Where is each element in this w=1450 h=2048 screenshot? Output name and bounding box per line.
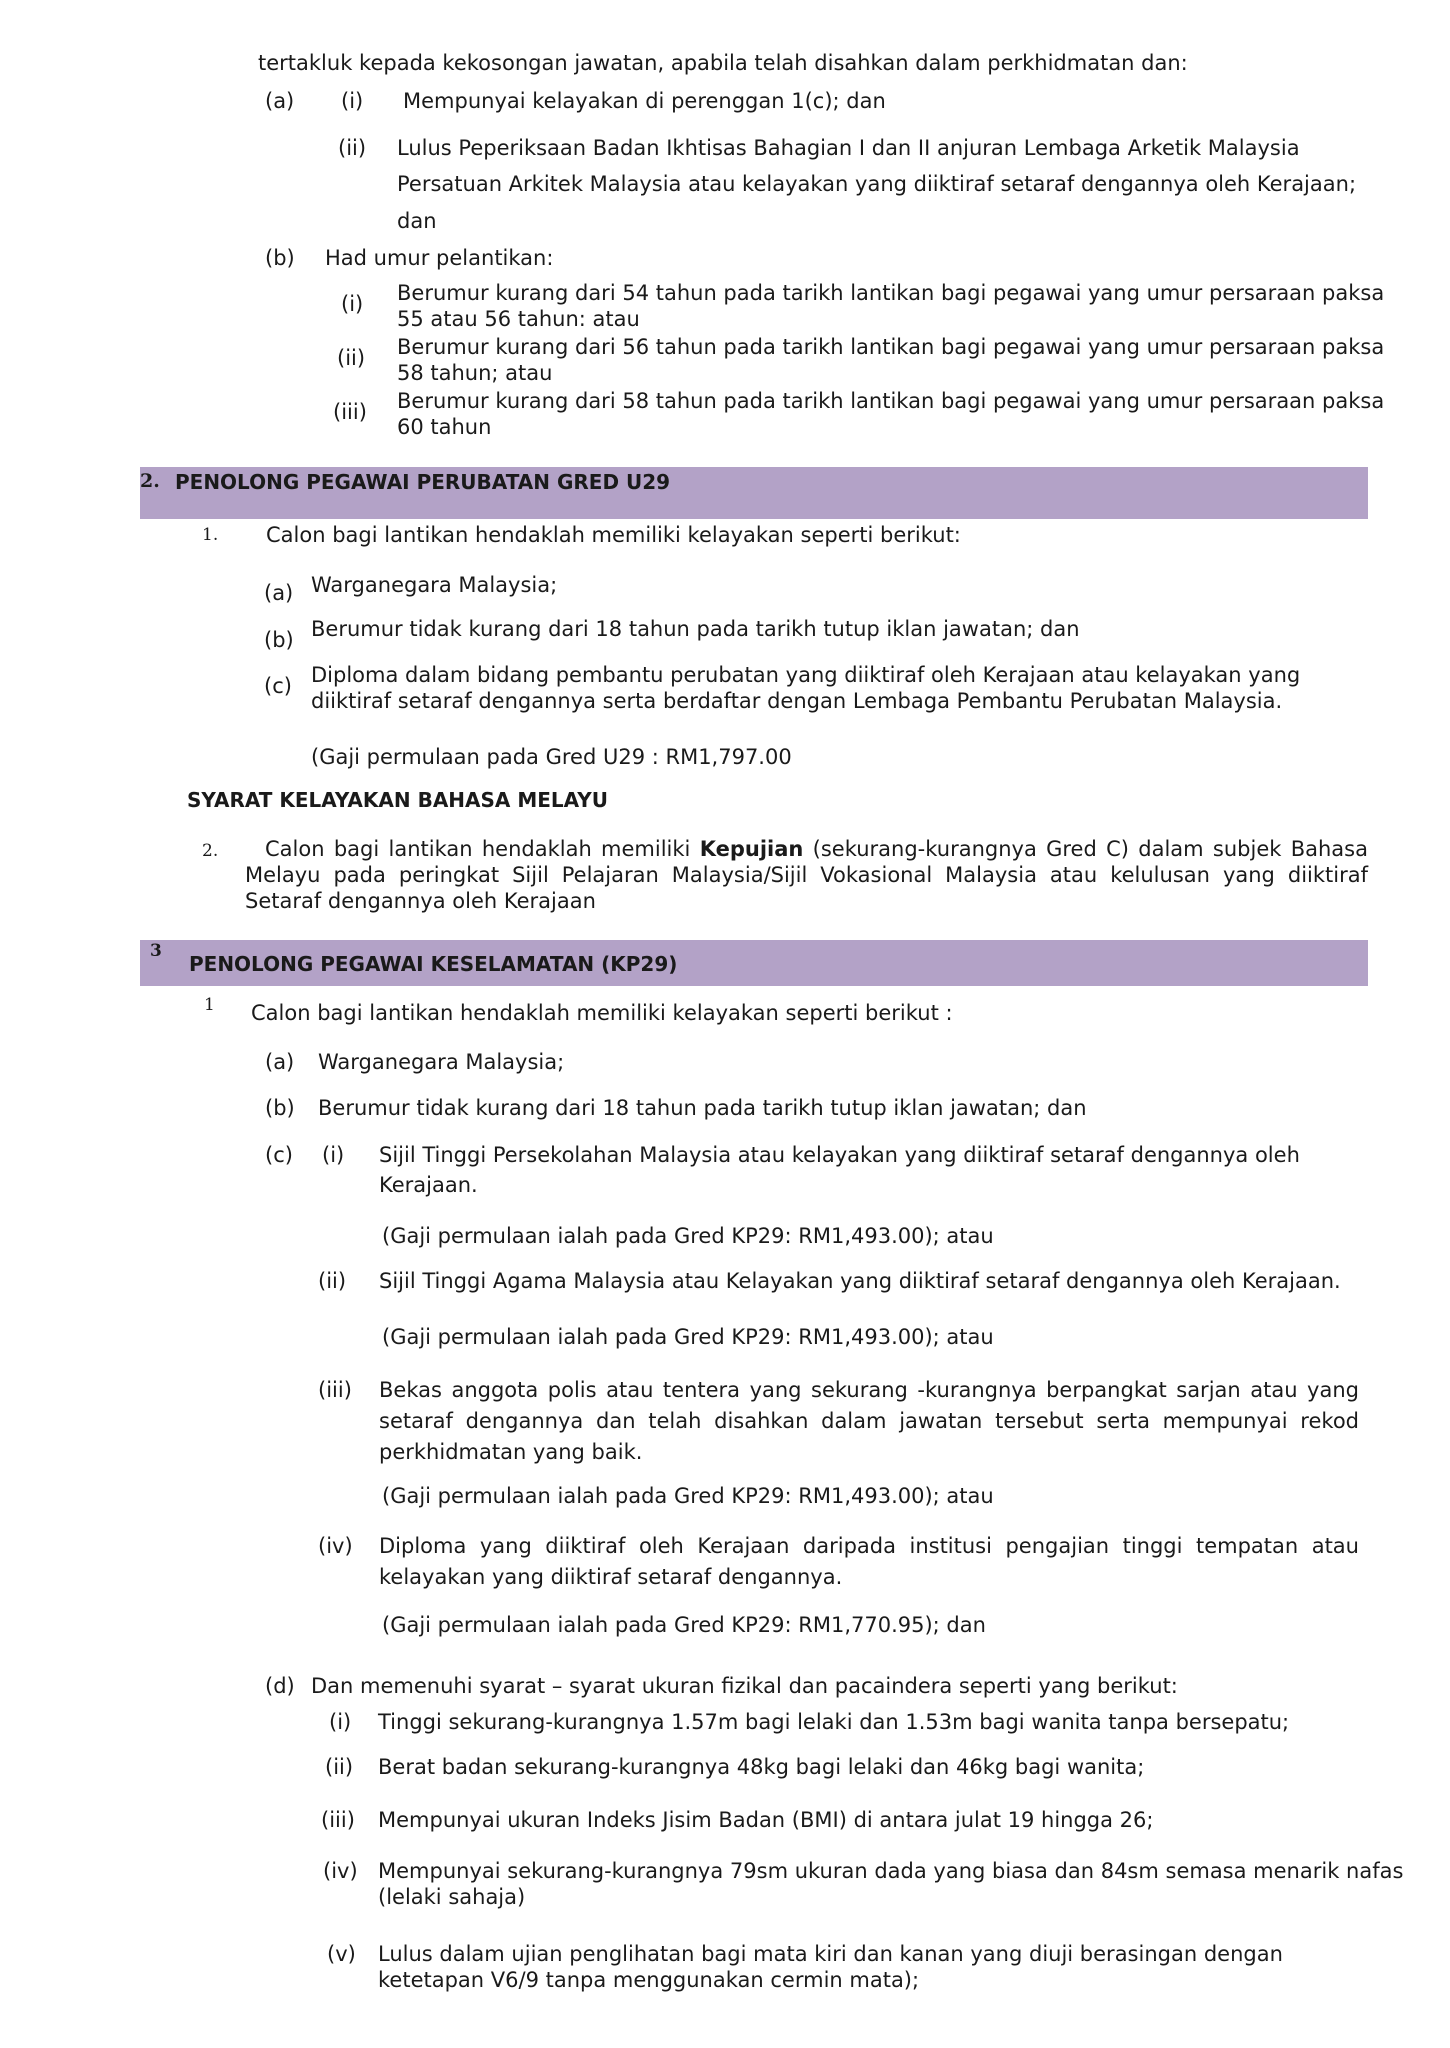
age-item-line1: Berumur kurang dari 54 tahun pada tarikh lantikan bagi pegawai yang umur persaraan paksa [397, 281, 1385, 305]
section-2-number: 2. [140, 470, 160, 492]
section-3-number: 3 [150, 941, 162, 961]
age-item-label: (ii) [337, 346, 366, 370]
s3-d-iv-line1: Mempunyai sekurang-kurangnya 79sm ukuran dada yang biasa dan 84sm semasa menarik nafas [378, 1859, 1404, 1883]
section-3-title: PENOLONG PEGAWAI KESELAMATAN (KP29) [189, 952, 678, 976]
s2-para1-number: 1. [202, 525, 219, 545]
s3-c-iv-salary: (Gaji permulaan ialah pada Gred KP29: RM1,770.95); dan [382, 1613, 986, 1637]
s3-d-ii-text: Berat badan sekurang-kurangnya 48kg bagi lelaki dan 46kg bagi wanita; [378, 1755, 1145, 1779]
s3-d-v-line1: Lulus dalam ujian penglihatan bagi mata kiri dan kanan yang diuji berasingan dengan [378, 1942, 1283, 1966]
s2-item-c-line1: Diploma dalam bidang pembantu perubatan yang diiktiraf oleh Kerajaan atau kelayakan yang [311, 663, 1301, 687]
s2-para2-number: 2. [202, 841, 219, 861]
s3-c-iv-text: Diploma yang diiktiraf oleh Kerajaan daripada institusi pengajian tinggi tempatan atau kelayakan yang diiktiraf setaraf dengannya. [379, 1534, 1359, 1589]
s3-c-iv-label: (iv) [318, 1534, 353, 1558]
s3-c-ii-salary: (Gaji permulaan ialah pada Gred KP29: RM1,493.00); atau [382, 1325, 994, 1349]
age-item-line1: Berumur kurang dari 56 tahun pada tarikh lantikan bagi pegawai yang umur persaraan paksa [397, 335, 1385, 359]
age-item-line2: 55 atau 56 tahun: atau [397, 307, 640, 331]
s2-salary-note: (Gaji permulaan pada Gred U29 : RM1,797.00 [311, 745, 792, 769]
item-label-a-ii: (ii) [338, 136, 367, 160]
s3-item-label-d: (d) [265, 1674, 295, 1698]
s3-c-ii-text: Sijil Tinggi Agama Malaysia atau Kelayakan yang diiktiraf setaraf dengannya oleh Kerajaan. [379, 1269, 1341, 1293]
item-label-a: (a) [265, 89, 295, 113]
s3-d-i-text: Tinggi sekurang-kurangnya 1.57m bagi lelaki dan 1.53m bagi wanita tanpa bersepatu; [378, 1710, 1290, 1734]
age-item-label: (iii) [333, 400, 367, 424]
s2-item-label-b: (b) [264, 628, 294, 652]
s2-para2-text: Calon bagi lantikan hendaklah memiliki Kepujian (sekurang-kurangnya Gred C) dalam subjek Bahasa Melayu pada peringkat Sijil Pelajaran Malaysia/Sijil Vokasional Malaysia atau kelulusan yang diiktiraf Setaraf dengannya oleh Kerajaan [245, 837, 1368, 913]
s2-item-c-line2: diiktiraf setaraf dengannya serta berdaftar dengan Lembaga Pembantu Perubatan Malaysia. [311, 689, 1283, 713]
s3-c-i-salary: (Gaji permulaan ialah pada Gred KP29: RM1,493.00); atau [382, 1224, 994, 1248]
item-label-a-i: (i) [341, 89, 364, 113]
item-a-ii-line3: dan [397, 209, 437, 233]
s3-para1-number: 1 [204, 995, 215, 1015]
s3-item-a-text: Warganegara Malaysia; [318, 1050, 565, 1074]
s3-d-iii-text: Mempunyai ukuran Indeks Jisim Badan (BMI) di antara julat 19 hingga 26; [378, 1808, 1154, 1832]
s3-item-label-a: (a) [265, 1050, 295, 1074]
item-b-text: Had umur pelantikan: [325, 246, 554, 270]
age-item-label: (i) [341, 292, 364, 316]
s2-para1-text: Calon bagi lantikan hendaklah memiliki kelayakan seperti berikut: [266, 523, 961, 547]
age-item-line1: Berumur kurang dari 58 tahun pada tarikh lantikan bagi pegawai yang umur persaraan paksa [397, 389, 1385, 413]
s3-item-label-b: (b) [265, 1096, 295, 1120]
section-2-title: PENOLONG PEGAWAI PERUBATAN GRED U29 [175, 470, 671, 494]
s3-para1-text: Calon bagi lantikan hendaklah memiliki kelayakan seperti berikut : [251, 1001, 953, 1025]
s2-item-b-text: Berumur tidak kurang dari 18 tahun pada tarikh tutup iklan jawatan; dan [311, 617, 1080, 641]
s3-c-iii-text: Bekas anggota polis atau tentera yang sekurang -kurangnya berpangkat sarjan atau yang setaraf dengannya dan telah disahkan dalam jawatan tersebut serta mempunyai rekod perkhidmatan yang baik. [379, 1378, 1359, 1464]
s3-c-i-label: (i) [322, 1143, 345, 1167]
s3-d-i-label: (i) [329, 1710, 352, 1734]
bm-requirement-heading: SYARAT KELAYAKAN BAHASA MELAYU [187, 788, 608, 812]
item-a-ii-line1: Lulus Peperiksaan Badan Ikhtisas Bahagian I dan II anjuran Lembaga Arketik Malaysia [397, 136, 1300, 160]
s3-c-i-text: Sijil Tinggi Persekolahan Malaysia atau kelayakan yang diiktiraf setaraf dengannya oleh Kerajaan. [379, 1143, 1300, 1197]
intro-text: tertakluk kepada kekosongan jawatan, apabila telah disahkan dalam perkhidmatan dan: [258, 51, 1188, 75]
kepujian-emphasis: Kepujian [699, 837, 804, 861]
s3-d-v-line2: ketetapan V6/9 tanpa menggunakan cermin mata); [378, 1968, 920, 1992]
item-a-ii-line2: Persatuan Arkitek Malaysia atau kelayakan yang diiktiraf setaraf dengannya oleh Kerajaan; [397, 172, 1357, 196]
s3-d-iii-label: (iii) [321, 1808, 355, 1832]
s3-d-ii-label: (ii) [325, 1755, 354, 1779]
item-label-b: (b) [265, 246, 295, 270]
s3-c-ii-label: (ii) [318, 1269, 347, 1293]
s3-item-d-text: Dan memenuhi syarat – syarat ukuran fizikal dan pacaindera seperti yang berikut: [311, 1674, 1178, 1698]
item-a-i-text: Mempunyai kelayakan di perenggan 1(c); dan [403, 89, 886, 113]
s2-item-label-a: (a) [264, 581, 294, 605]
age-item-line2: 60 tahun [397, 415, 492, 439]
s3-d-v-label: (v) [327, 1942, 356, 1966]
s2-item-a-text: Warganegara Malaysia; [311, 573, 558, 597]
s3-c-iii-label: (iii) [318, 1378, 352, 1402]
age-item-line2: 58 tahun; atau [397, 361, 553, 385]
s3-item-b-text: Berumur tidak kurang dari 18 tahun pada tarikh tutup iklan jawatan; dan [318, 1096, 1087, 1120]
s3-d-iv-label: (iv) [323, 1859, 358, 1883]
s2-item-label-c: (c) [264, 674, 292, 698]
s3-c-iii-salary: (Gaji permulaan ialah pada Gred KP29: RM1,493.00); atau [382, 1484, 994, 1508]
s3-item-label-c: (c) [265, 1143, 293, 1167]
s3-d-iv-line2: (lelaki sahaja) [378, 1885, 526, 1909]
